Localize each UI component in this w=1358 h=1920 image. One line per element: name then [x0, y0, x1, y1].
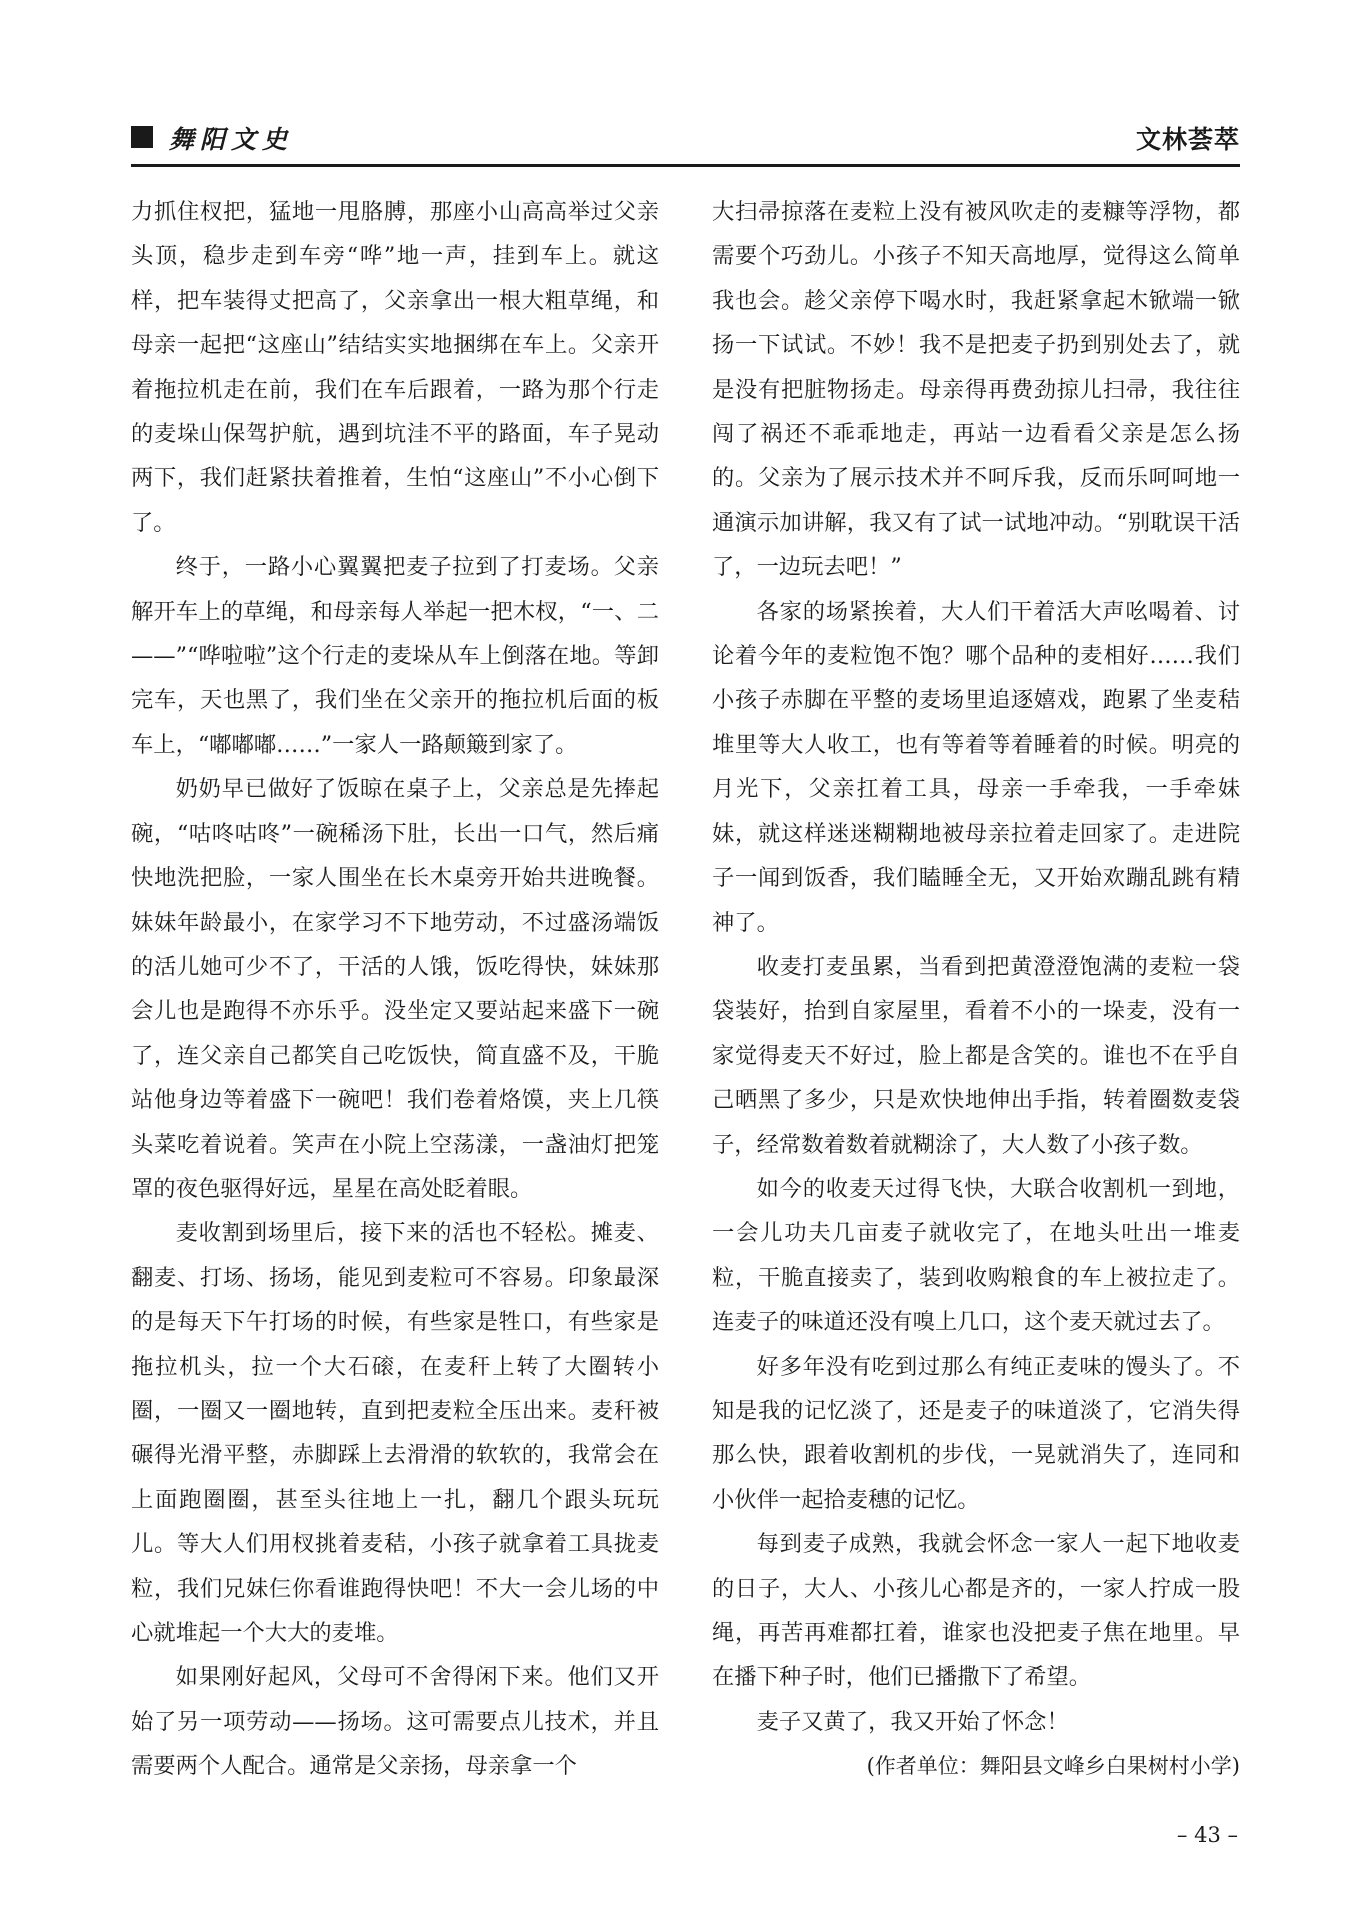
right-column: [712, 190, 1240, 1789]
paragraph: 终于，一路小心翼翼把麦子拉到了打麦场。父亲解开车上的草绳，和母亲每人举起一把木杈，“一、二——”“哗啦啦”这个行走的麦垛从车上倒落在地。等卸完车，天也黑了，我们坐在父亲开的拖拉机后面的板车上，“嘟嘟嘟……”一家人一路颠簸到家了。: [131, 554, 659, 758]
paragraph: 好多年没有吃到过那么有纯正麦味的馒头了。不知是我的记忆淡了，还是麦子的味道淡了，它消失得那么快，跟着收割机的步伐，一晃就消失了，连同和小伙伴一起拾麦穗的记忆。: [712, 1353, 1240, 1513]
journal-title: 舞阳文史: [169, 125, 294, 154]
paragraph: 每到麦子成熟，我就会怀念一家人一起下地收麦的日子，大人、小孩儿心都是齐的，一家人拧成一股绳，再苦再难都扛着，谁家也没把麦子焦在地里。早在播下种子时，他们已播撒下了希望。: [712, 1531, 1240, 1691]
left-column: [131, 190, 659, 1789]
paragraph: 麦子又黄了，我又开始了怀念！: [756, 1708, 1069, 1735]
paragraph: 奶奶早已做好了饭晾在桌子上，父亲总是先捧起碗，“咕咚咕咚”一碗稀汤下肚，长出一口气，然后痛快地洗把脸，一家人围坐在长木桌旁开始共进晚餐。妹妹年龄最小，在家学习不下地劳动，不过盛汤端饭的活儿她可少不了，干活的人饿，饭吃得快，妹妹那会儿也是跑得不亦乐乎。没坐定又要站起来盛下一碗了，连父亲自己都笑自己吃饭快，简直盛不及，干脆站他身边等着盛下一碗吧！我们卷着烙馍，夹上几筷头菜吃着说着。笑声在小院上空荡漾，一盏油灯把笼罩的夜色驱得好远，星星在高处眨着眼。: [131, 776, 659, 1202]
paragraph: 如果刚好起风，父母可不舍得闲下来。他们又开始了另一项劳动——扬场。这可需要点儿技术，并且需要两个人配合。通常是父亲扬，母亲拿一个: [131, 1664, 659, 1780]
page-header: [131, 120, 1240, 160]
paragraph: 麦收割到场里后，接下来的活也不轻松。摊麦、翻麦、打场、扬场，能见到麦粒可不容易。印象最深的是每天下午打场的时候，有些家是牲口，有些家是拖拉机头，拉一个大石磙，在麦秆上转了大圈转小圈，一圈又一圈地转，直到把麦粒全压出来。麦秆被碾得光滑平整，赤脚踩上去滑滑的软软的，我常会在上面跑圈圈，甚至头往地上一扎，翻几个跟头玩玩儿。等大人们用杈挑着麦秸，小孩子就拿着工具拢麦粒，我们兄妹仨你看谁跑得快吧！不大一会儿场的中心就堆起一个大大的麦堆。: [131, 1220, 659, 1646]
page-number: – 43 –: [1176, 1823, 1238, 1847]
paragraph: 如今的收麦天过得飞快，大联合收割机一到地，一会儿功夫几亩麦子就收完了，在地头吐出一堆麦粒，干脆直接卖了，装到收购粮食的车上被拉走了。连麦子的味道还没有嗅上几口，这个麦天就过去了。: [712, 1175, 1240, 1336]
header-square-mark: [131, 126, 153, 148]
section-title: 文林荟萃: [1135, 125, 1240, 154]
header-divider: [131, 164, 1240, 167]
paragraph: 力抓住杈把，猛地一甩胳膊，那座小山高高举过父亲头顶，稳步走到车旁“哗”地一声，挂到车上。就这样，把车装得丈把高了，父亲拿出一根大粗草绳，和母亲一起把“这座山”结结实实地捆绑在车上。父亲开着拖拉机走在前，我们在车后跟着，一路为那个行走的麦垛山保驾护航，遇到坑洼不平的路面，车子晃动两下，我们赶紧扶着推着，生怕“这座山”不小心倒下了。: [131, 199, 659, 536]
author-byline: (作者单位：舞阳县文峰乡白果树村小学): [866, 1754, 1240, 1779]
paragraph: 大扫帚掠落在麦粒上没有被风吹走的麦糠等浮物，都需要个巧劲儿。小孩子不知天高地厚，觉得这么简单我也会。趁父亲停下喝水时，我赶紧拿起木锨端一锨扬一下试试。不妙！我不是把麦子扔到别处去了，就是没有把脏物扬走。母亲得再费劲掠儿扫帚，我往往闯了祸还不乖乖地走，再站一边看看父亲是怎么扬的。父亲为了展示技术并不呵斥我，反而乐呵呵地一通演示加讲解，我又有了试一试地冲动。“别耽误干活了，一边玩去吧！”: [712, 199, 1240, 581]
paragraph: 收麦打麦虽累，当看到把黄澄澄饱满的麦粒一袋袋装好，抬到自家屋里，看着不小的一垛麦，没有一家觉得麦天不好过，脸上都是含笑的。谁也不在乎自己晒黑了多少，只是欢快地伸出手指，转着圈数麦袋子，经常数着数着就糊涂了，大人数了小孩子数。: [712, 953, 1240, 1158]
paragraph: 各家的场紧挨着，大人们干着活大声吆喝着、讨论着今年的麦粒饱不饱？哪个品种的麦相好……我们小孩子赤脚在平整的麦场里追逐嬉戏，跑累了坐麦秸堆里等大人收工，也有等着等着睡着的时候。明亮的月光下，父亲扛着工具，母亲一手牵我，一手牵妹妹，就这样迷迷糊糊地被母亲拉着走回家了。走进院子一闻到饭香，我们瞌睡全无，又开始欢蹦乱跳有精神了。: [712, 598, 1240, 936]
